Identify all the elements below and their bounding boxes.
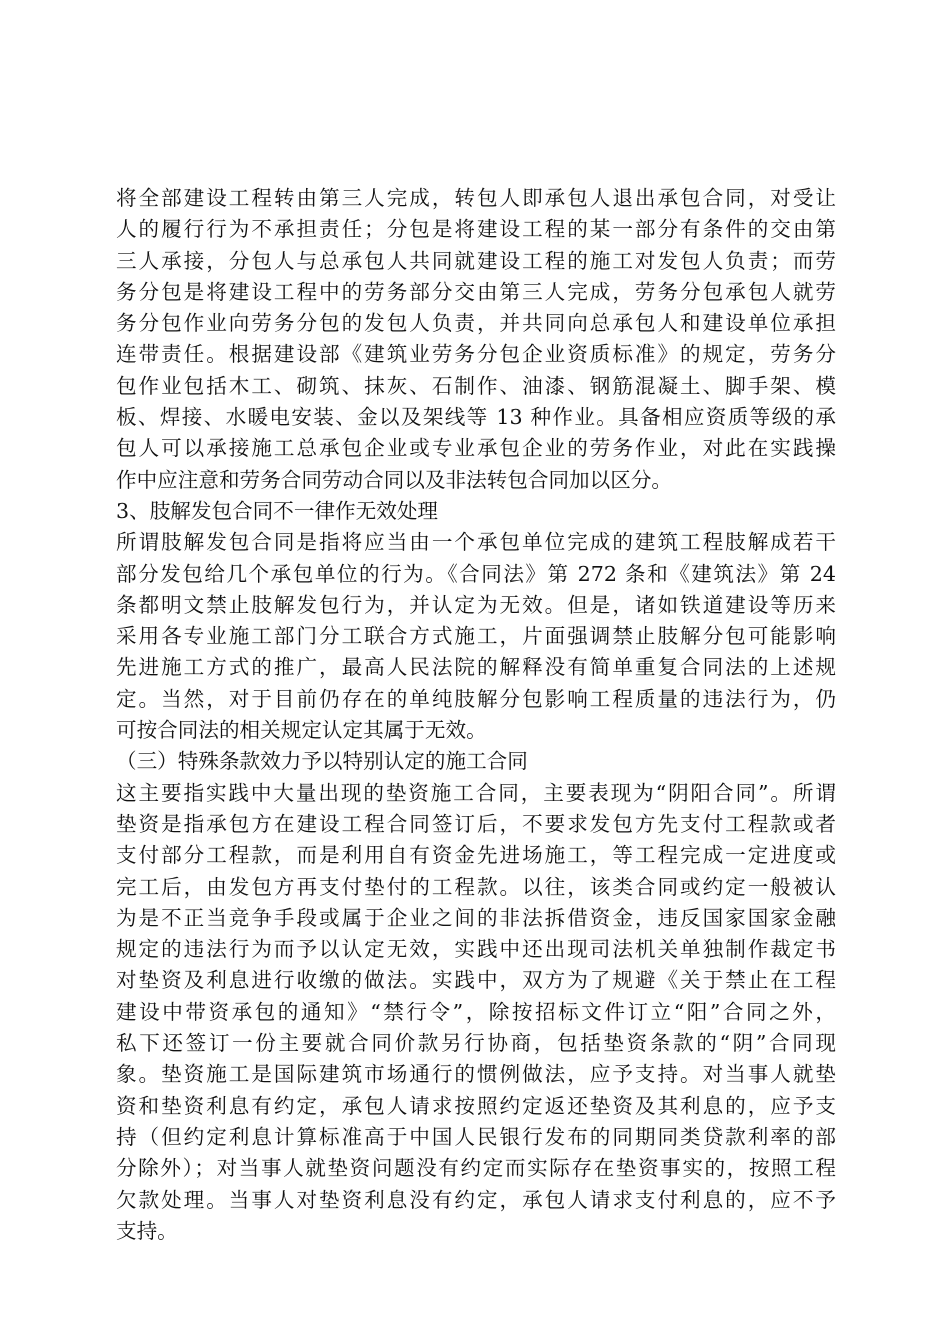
text-line: 建设中带资承包的通知》“禁行令”，除按招标文件订立“阳”合同之外，	[116, 999, 836, 1024]
text-line: 作中应注意和劳务合同劳动合同以及非法转包合同加以区分。	[116, 467, 673, 492]
document-body	[116, 183, 836, 1247]
text-line: 包作业包括木工、砌筑、抹灰、石制作、油漆、钢筋混凝土、脚手架、模	[116, 373, 836, 398]
text-line: 务分包是将建设工程中的劳务部分交由第三人完成，劳务分包承包人就劳	[116, 279, 836, 304]
text-line: 垫资是指承包方在建设工程合同签订后，不要求发包方先支付工程款或者	[116, 811, 836, 836]
text-line: 人的履行行为不承担责任；分包是将建设工程的某一部分有条件的交由第	[116, 217, 836, 242]
text-line: 先进施工方式的推广，最高人民法院的解释没有简单重复合同法的上述规	[116, 655, 836, 680]
section-heading: 3、肢解发包合同不一律作无效处理	[116, 498, 439, 523]
text-line: 务分包作业向劳务分包的发包人负责，并共同向总承包人和建设单位承担	[116, 311, 836, 336]
text-line: 为是不正当竞争手段或属于企业之间的非法拆借资金，违反国家国家金融	[116, 905, 836, 930]
text-line: 私下还签订一份主要就合同价款另行协商，包括垫资条款的“阴”合同现	[116, 1031, 836, 1056]
text-line: 包人可以承接施工总承包企业或专业承包企业的劳务作业，对此在实践操	[116, 436, 836, 461]
text-line: 持（但约定利息计算标准高于中国人民银行发布的同期同类贷款利率的部	[116, 1124, 836, 1149]
text-line: 部分发包给几个承包单位的行为。《合同法》第 272 条和《建筑法》第 24	[116, 561, 836, 586]
section-heading: （三）特殊条款效力予以特别认定的施工合同	[116, 749, 528, 774]
text-line: 规定的违法行为而予以认定无效，实践中还出现司法机关单独制作裁定书	[116, 937, 836, 962]
text-line: 三人承接，分包人与总承包人共同就建设工程的施工对发包人负责；而劳	[116, 248, 836, 273]
text-line: 连带责任。根据建设部《建筑业劳务分包企业资质标准》的规定，劳务分	[116, 342, 836, 367]
text-line: 可按合同法的相关规定认定其属于无效。	[116, 718, 487, 743]
text-line: 对垫资及利息进行收缴的做法。实践中，双方为了规避《关于禁止在工程	[116, 968, 836, 993]
text-line: 分除外）；对当事人就垫资问题没有约定而实际存在垫资事实的，按照工程	[116, 1156, 836, 1181]
text-line: 这主要指实践中大量出现的垫资施工合同，主要表现为“阴阳合同”。所谓	[116, 780, 836, 805]
text-line: 将全部建设工程转由第三人完成，转包人即承包人退出承包合同，对受让	[116, 186, 836, 210]
text-line: 定。当然，对于目前仍存在的单纯肢解分包影响工程质量的违法行为，仍	[116, 686, 836, 711]
text-line: 欠款处理。当事人对垫资利息没有约定，承包人请求支付利息的，应不予	[116, 1187, 836, 1212]
text-line: 采用各专业施工部门分工联合方式施工，片面强调禁止肢解分包可能影响	[116, 624, 836, 649]
text-line: 完工后，由发包方再支付垫付的工程款。以往，该类合同或约定一般被认	[116, 874, 836, 899]
text-line: 板、焊接、水暖电安装、金以及架线等 13 种作业。具备相应资质等级的承	[116, 405, 836, 430]
text-line: 所谓肢解发包合同是指将应当由一个承包单位完成的建筑工程肢解成若干	[116, 530, 836, 555]
text-line: 资和垫资利息有约定，承包人请求按照约定返还垫资及其利息的，应予支	[116, 1093, 836, 1118]
text-line: 支持。	[116, 1218, 178, 1243]
text-line: 象。垫资施工是国际建筑市场通行的惯例做法，应予支持。对当事人就垫	[116, 1062, 836, 1087]
text-line: 支付部分工程款，而是利用自有资金先进场施工，等工程完成一定进度或	[116, 843, 836, 868]
text-line: 条都明文禁止肢解发包行为，并认定为无效。但是，诸如铁道建设等历来	[116, 592, 836, 617]
